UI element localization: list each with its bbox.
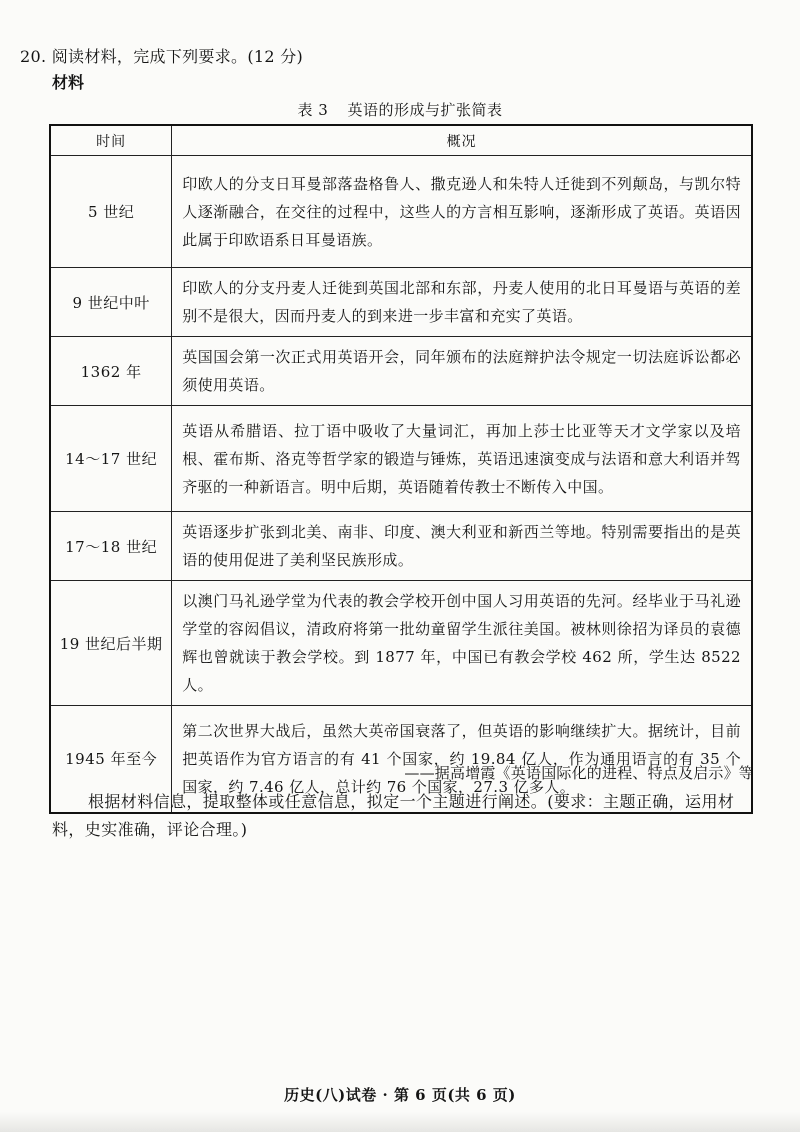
question-prompt: 根据材料信息，提取整体或任意信息，拟定一个主题进行阐述。(要求：主题正确，运用材料，史实准确，评论合理。) [52,792,735,839]
history-table [49,124,753,814]
row-time: 5 世纪 [50,156,172,268]
table-caption-text: 英语的形成与扩张简表 [347,101,503,119]
row-summary: 印欧人的分支日耳曼部落盎格鲁人、撒克逊人和朱特人迁徙到不列颠岛，与凯尔特人逐渐融合，在交往的过程中，这些人的方言相互影响，逐渐形成了英语。英语因此属于印欧语系日耳曼语族。 [172,156,752,268]
row-summary: 英语从希腊语、拉丁语中吸收了大量词汇，再加上莎士比亚等天才文学家以及培根、霍布斯、洛克等哲学家的锻造与锤炼，英语迅速演变成与法语和意大利语并驾齐驱的一种新语言。明中后期，英语随着传教士不断传入中国。 [172,406,752,512]
source-citation: ——据高增霞《英语国际化的进程、特点及启示》等 [404,764,754,782]
row-summary: 印欧人的分支丹麦人迁徙到英国北部和东部，丹麦人使用的北日耳曼语与英语的差别不是很大，因而丹麦人的到来进一步丰富和充实了英语。 [172,268,752,337]
table-row [50,512,752,581]
row-summary: 英语逐步扩张到北美、南非、印度、澳大利亚和新西兰等地。特别需要指出的是英语的使用促进了美利坚民族形成。 [172,512,752,581]
table-row [50,406,752,512]
row-time: 1362 年 [50,337,172,406]
scan-bottom-edge [0,1112,800,1132]
row-time: 19 世纪后半期 [50,581,172,706]
row-summary: 英国国会第一次正式用英语开会，同年颁布的法庭辩护法令规定一切法庭诉讼都必须使用英语。 [172,337,752,406]
table-caption-number: 表 3 [297,101,329,119]
row-time: 14～17 世纪 [50,406,172,512]
row-summary: 第二次世界大战后，虽然大英帝国衰落了，但英语的影响继续扩大。据统计，目前把英语作为官方语言的有 41 个国家，约 19.84 亿人，作为通用语言的有 35 个国家，约 7.46 亿人，总计约 76 个国家，27.3 亿多人。 [172,706,752,813]
row-time: 17～18 世纪 [50,512,172,581]
page-footer: 历史(八)试卷 · 第 6 页(共 6 页) [284,1086,516,1104]
row-summary: 以澳门马礼逊学堂为代表的教会学校开创中国人习用英语的先河。经毕业于马礼逊学堂的容闳倡议，清政府将第一批幼童留学生派往美国。被林则徐招为译员的袁德辉也曾就读于教会学校。到 1877 年，中国已有教会学校 462 所，学生达 8522 人。 [172,581,752,706]
table-row [50,268,752,337]
row-time: 1945 年至今 [50,706,172,813]
table-row [50,156,752,268]
header-time: 时间 [50,125,172,156]
table-row [50,337,752,406]
row-time: 9 世纪中叶 [50,268,172,337]
table-row [50,581,752,706]
question-title: 20. 阅读材料，完成下列要求。(12 分) [20,47,304,66]
table-header-row [50,125,752,156]
table-caption [0,99,800,120]
material-label: 材料 [52,73,85,92]
header-summary: 概况 [172,125,752,156]
